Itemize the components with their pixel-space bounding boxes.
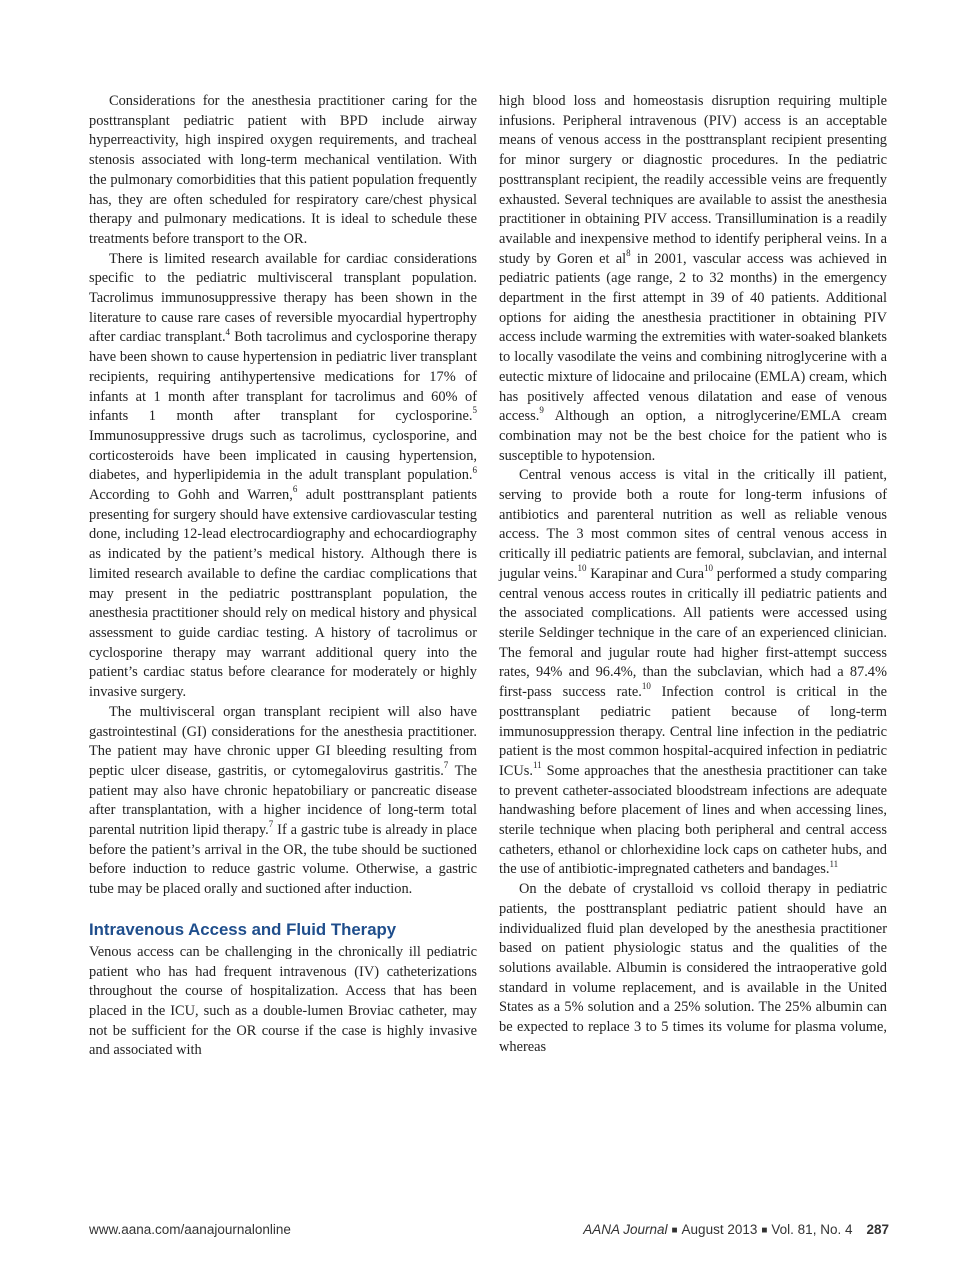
citation-ref: 10 xyxy=(641,681,651,692)
citation-ref: 7 xyxy=(443,760,449,771)
citation-ref: 7 xyxy=(268,819,274,830)
paragraph-central-venous-access: Central venous access is vital in the critically ill patient, serving to provide both a route for long-term infusions of antibiotics and parenteral nutrition as well as reliable venous access. The 3 most common sites of central venous access in critically ill pediatric patients are femoral, subclavian, and internal jugular veins.$^{10}$ Karapinar and Cura$^{10}$ performed a study comparing central venous access routes in critically ill pediatric patients and the associated complications. All patients were accessed using sterile Seldinger technique in the care of an experienced clinician. The femoral and jugular route had higher first-attempt success rates, 94% and 96.4%, than the subclavian, which had a 87.4% first-pass success rate.$^{10}$ Infection control is critical in the posttransplant pediatric patient because of long-term immunosuppression therapy. Central line infection in the pediatric patient is the most common hospital-acquired infection in pediatric ICUs.$^{11}$ Some approaches that the anesthesia practitioner can take to prevent catheter-associated bloodstream infections are adequate handwashing before placement of lines and when accessing lines, sterile technique when placing both peripheral and central access catheters, ethanol or chlorhexidine lock caps on catheter hubs, and the use of antibiotic-impregnated catheters and bandages.$^{11}$ xyxy=(499,467,888,878)
citation-ref: 6 xyxy=(472,464,477,475)
paragraph-bpd-considerations: Considerations for the anesthesia practitioner caring for the posttransplant pediatric patient with BPD include airway hyperreactivity, high inspired oxygen requirements, and tracheal stenosis associated with long-term mechanical ventilation. With the pulmonary comorbidities that this patient population frequently has, they are often scheduled for respiratory care/chest physical therapy and pulmonary medications. It is ideal to schedule these treatments before transport to the OR. xyxy=(89,93,477,247)
journal-citation xyxy=(583,1222,889,1237)
citation-ref: 11 xyxy=(829,858,839,869)
bullet-separator: ■ xyxy=(761,1225,768,1236)
journal-name: AANA Journal xyxy=(583,1222,668,1237)
paragraph-piv-access: high blood loss and homeostasis disruption requiring multiple infusions. Peripheral intravenous (PIV) access is an acceptable means of venous access in the posttransplant recipient presenting for minor surgery or diagnostic procedures. In the pediatric posttransplant recipient, the readily accessible veins are frequently exhausted. Several techniques are available to assist the anesthesia practitioner in obtaining PIV access. Transillumination is a readily available and inexpensive method to identify peripheral veins. In a study by Goren et $al^8$ in 2001, vascular access was achieved in pediatric patients (age range, 2 to 32 months) in the emergency department in the first attempt in 39 of 40 patients. Additional options for aiding the anesthesia practitioner in obtaining PIV access include warming the extremities with water-soaked blankets to locally vasodilate the veins and combining nitroglycerine with a eutectic mixture of lidocaine and prilocaine (EMLA) cream, which has positively affected venous dilatation and ease of venous access.$^9$ Although an option, a nitroglycerine/EMLA cream combination may not be the best choice for the patient who is susceptible to hypotension. xyxy=(499,93,888,464)
volume-issue: Vol. 81, No. 4 xyxy=(771,1222,853,1237)
issue-date: August 2013 xyxy=(681,1222,758,1237)
journal-url-link[interactable]: www.aana.com/aanajournalonline xyxy=(89,1222,291,1237)
page-number: 287 xyxy=(866,1222,889,1237)
citation-ref: 10 xyxy=(703,563,713,574)
bullet-separator: ■ xyxy=(671,1225,678,1236)
paragraph-cardiac-considerations: There is limited research available for cardiac considerations specific to the pediatric multivisceral transplant population. Tacrolimus immunosuppressive therapy has been shown in the literature to cause rare cases of reversible myocardial hypertrophy after cardiac transplant.$^4$ Both tacrolimus and cyclosporine therapy have been shown to cause hypertension in pediatric liver transplant recipients, requiring antihypertensive medications for 17% of infants at 1 month after transplant for tacrolimus and 60% of infants 1 month after transplant for cyclosporine.$^5$ Immunosuppressive drugs such as tacrolimus, cyclosporine, and corticosteroids have been implicated in causing hypertension, diabetes, and hyperlipidemia in the adult transplant population.$^6$ According to Gohh and Warren,$^6$ adult posttransplant patients presenting for surgery should have extensive cardiovascular testing done, including 12-lead electrocardiography and echocardiography as indicated by the patient’s medical history. Although there is limited research available to define the cardiac complications that may present in the pediatric posttransplant population, the anesthesia practitioner should rely on medical history and physical assessment to guide cardiac testing. A history of tacrolimus or cyclosporine therapy may warrant additional query into the patient’s cardiac status before clearance for moderately or highly invasive surgery. xyxy=(89,250,477,701)
paragraph-gi-considerations: The multivisceral organ transplant recipient will also have gastrointestinal (GI) considerations for the anesthesia practitioner. The patient may have chronic upper GI bleeding resulting from peptic ulcer disease, gastritis, or cytomegalovirus gastritis.$^7$ The patient may also have chronic hepatobiliary or pancreatic disease after transplantation, with a higher incidence of long-term total parental nutrition lipid therapy.$^7$ If a gastric tube is already in place before the patient’s arrival in the OR, the tube should be suctioned before induction to reduce gastric volume. Otherwise, a gastric tube may be placed orally and suctioned after induction. xyxy=(89,703,477,898)
citation-ref: 9 xyxy=(539,405,544,416)
right-column xyxy=(499,92,887,1057)
citation-ref: 5 xyxy=(472,405,477,416)
citation-ref: 4 xyxy=(225,326,231,337)
citation-ref: 11 xyxy=(532,760,542,771)
page-footer xyxy=(89,1222,889,1242)
paragraph-venous-access: Venous access can be challenging in the chronically ill pediatric patient who has had frequent intravenous (IV) catheterizations throughout the course of hospitalization. Access that has been placed in the ICU, such as a double-lumen Broviac catheter, may not be sufficient for the OR course if the case is highly invasive and associated with xyxy=(89,943,477,1059)
left-column xyxy=(89,92,477,1061)
citation-ref: 10 xyxy=(577,563,587,574)
section-heading: Intravenous Access and Fluid Therapy xyxy=(89,919,397,939)
citation-ref: 6 xyxy=(292,484,298,495)
paragraph-fluid-therapy: On the debate of crystalloid vs colloid therapy in pediatric patients, the posttransplant pediatric patient should have an individualized fluid plan developed by the anesthesia practitioner based on patient physiologic status and the qualities of the solutions available. Albumin is considered the intraoperative gold standard in volume replacement, and is available in the United States as a 5% solution and a 25% solution. The 25% albumin can be expected to replace 3 to 5 times its volume for plasma volume, whereas xyxy=(499,881,887,1055)
citation-ref: 8 xyxy=(626,247,631,258)
